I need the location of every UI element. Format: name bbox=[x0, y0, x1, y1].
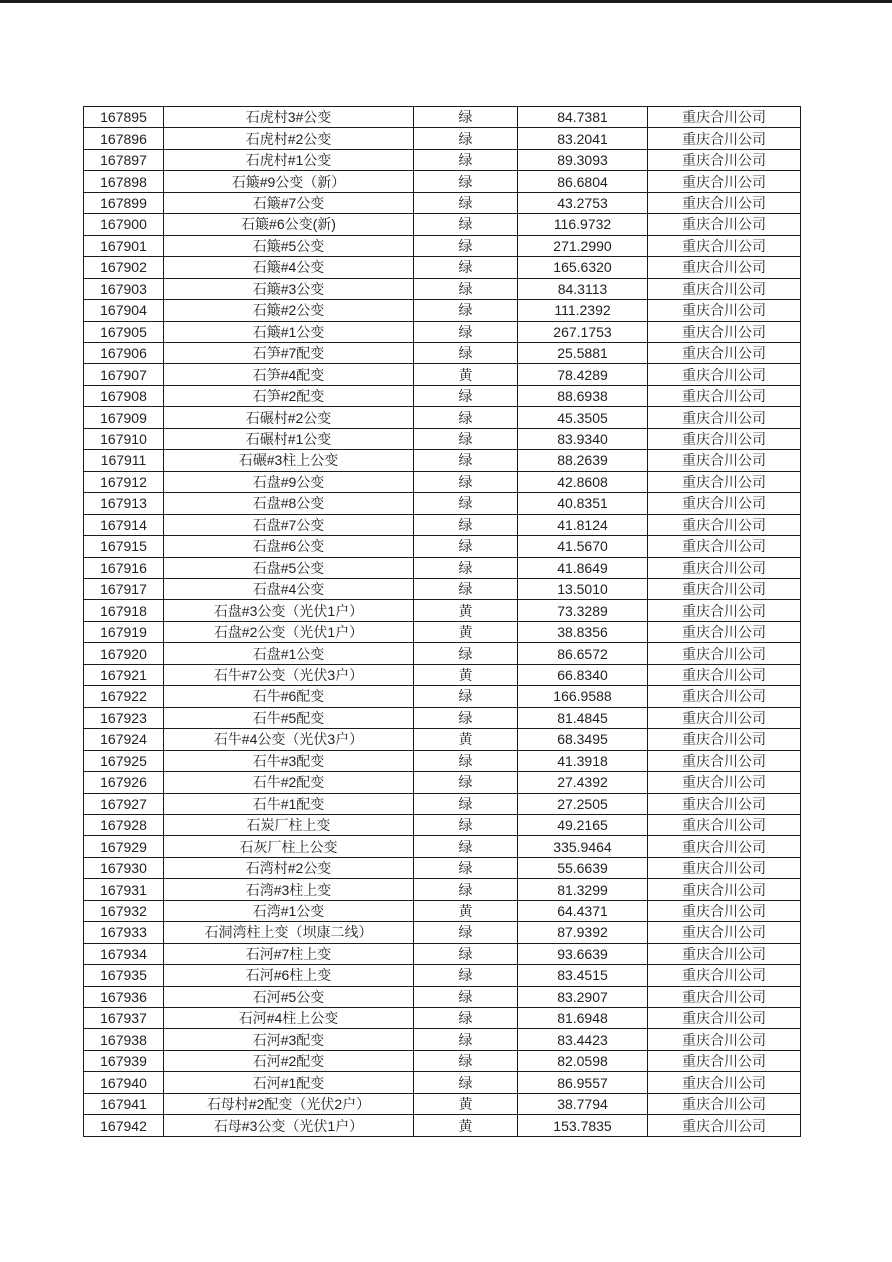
cell-status: 绿 bbox=[414, 1029, 518, 1050]
cell-company: 重庆合川公司 bbox=[648, 385, 801, 406]
cell-name: 石笋#2配变 bbox=[164, 385, 414, 406]
cell-status: 绿 bbox=[414, 1008, 518, 1029]
cell-name: 石河#7柱上变 bbox=[164, 943, 414, 964]
cell-status: 绿 bbox=[414, 493, 518, 514]
cell-company: 重庆合川公司 bbox=[648, 257, 801, 278]
cell-company: 重庆合川公司 bbox=[648, 707, 801, 728]
cell-status: 绿 bbox=[414, 536, 518, 557]
cell-company: 重庆合川公司 bbox=[648, 814, 801, 835]
table-row bbox=[84, 578, 801, 599]
table-row bbox=[84, 278, 801, 299]
cell-value: 42.8608 bbox=[518, 471, 648, 492]
cell-status: 黄 bbox=[414, 621, 518, 642]
cell-value: 49.2165 bbox=[518, 814, 648, 835]
cell-name: 石牛#6配变 bbox=[164, 686, 414, 707]
cell-name: 石盘#7公变 bbox=[164, 514, 414, 535]
cell-value: 165.6320 bbox=[518, 257, 648, 278]
cell-name: 石簸#5公变 bbox=[164, 235, 414, 256]
cell-status: 绿 bbox=[414, 192, 518, 213]
table-row bbox=[84, 450, 801, 471]
cell-company: 重庆合川公司 bbox=[648, 1115, 801, 1136]
cell-status: 绿 bbox=[414, 214, 518, 235]
table-row bbox=[84, 600, 801, 621]
table-row bbox=[84, 943, 801, 964]
cell-id: 167913 bbox=[84, 493, 164, 514]
cell-name: 石牛#5配变 bbox=[164, 707, 414, 728]
table-row bbox=[84, 364, 801, 385]
table-row bbox=[84, 171, 801, 192]
cell-name: 石河#2配变 bbox=[164, 1050, 414, 1071]
cell-status: 绿 bbox=[414, 128, 518, 149]
cell-value: 83.4423 bbox=[518, 1029, 648, 1050]
cell-name: 石母#3公变（光伏1户） bbox=[164, 1115, 414, 1136]
cell-id: 167920 bbox=[84, 643, 164, 664]
cell-id: 167937 bbox=[84, 1008, 164, 1029]
cell-company: 重庆合川公司 bbox=[648, 235, 801, 256]
table-row bbox=[84, 750, 801, 771]
cell-name: 石碾村#1公变 bbox=[164, 428, 414, 449]
cell-status: 绿 bbox=[414, 793, 518, 814]
cell-company: 重庆合川公司 bbox=[648, 1008, 801, 1029]
cell-company: 重庆合川公司 bbox=[648, 621, 801, 642]
table-row bbox=[84, 772, 801, 793]
cell-value: 86.6804 bbox=[518, 171, 648, 192]
cell-company: 重庆合川公司 bbox=[648, 836, 801, 857]
table-row bbox=[84, 1093, 801, 1114]
cell-company: 重庆合川公司 bbox=[648, 1029, 801, 1050]
cell-company: 重庆合川公司 bbox=[648, 471, 801, 492]
table-row bbox=[84, 986, 801, 1007]
table-row bbox=[84, 922, 801, 943]
cell-company: 重庆合川公司 bbox=[648, 686, 801, 707]
cell-company: 重庆合川公司 bbox=[648, 450, 801, 471]
cell-name: 石碾#3柱上公变 bbox=[164, 450, 414, 471]
cell-company: 重庆合川公司 bbox=[648, 664, 801, 685]
cell-status: 绿 bbox=[414, 407, 518, 428]
cell-value: 111.2392 bbox=[518, 300, 648, 321]
cell-name: 石盘#2公变（光伏1户） bbox=[164, 621, 414, 642]
cell-name: 石牛#2配变 bbox=[164, 772, 414, 793]
cell-status: 绿 bbox=[414, 1050, 518, 1071]
cell-value: 166.9588 bbox=[518, 686, 648, 707]
table-row bbox=[84, 1072, 801, 1093]
cell-value: 86.6572 bbox=[518, 643, 648, 664]
cell-company: 重庆合川公司 bbox=[648, 428, 801, 449]
cell-status: 绿 bbox=[414, 578, 518, 599]
cell-name: 石牛#4公变（光伏3户） bbox=[164, 729, 414, 750]
cell-status: 绿 bbox=[414, 814, 518, 835]
cell-id: 167916 bbox=[84, 557, 164, 578]
cell-company: 重庆合川公司 bbox=[648, 772, 801, 793]
cell-id: 167929 bbox=[84, 836, 164, 857]
cell-company: 重庆合川公司 bbox=[648, 965, 801, 986]
table-row bbox=[84, 557, 801, 578]
table-row bbox=[84, 729, 801, 750]
cell-value: 93.6639 bbox=[518, 943, 648, 964]
table-row bbox=[84, 192, 801, 213]
cell-company: 重庆合川公司 bbox=[648, 986, 801, 1007]
cell-name: 石河#3配变 bbox=[164, 1029, 414, 1050]
cell-company: 重庆合川公司 bbox=[648, 149, 801, 170]
cell-company: 重庆合川公司 bbox=[648, 943, 801, 964]
cell-status: 绿 bbox=[414, 300, 518, 321]
cell-name: 石湾#1公变 bbox=[164, 900, 414, 921]
cell-value: 25.5881 bbox=[518, 342, 648, 363]
table-row bbox=[84, 342, 801, 363]
cell-id: 167939 bbox=[84, 1050, 164, 1071]
cell-company: 重庆合川公司 bbox=[648, 1093, 801, 1114]
table-row bbox=[84, 385, 801, 406]
cell-id: 167903 bbox=[84, 278, 164, 299]
table-row bbox=[84, 793, 801, 814]
cell-id: 167923 bbox=[84, 707, 164, 728]
cell-company: 重庆合川公司 bbox=[648, 192, 801, 213]
cell-value: 81.6948 bbox=[518, 1008, 648, 1029]
cell-company: 重庆合川公司 bbox=[648, 300, 801, 321]
cell-id: 167926 bbox=[84, 772, 164, 793]
cell-id: 167924 bbox=[84, 729, 164, 750]
cell-company: 重庆合川公司 bbox=[648, 879, 801, 900]
cell-value: 40.8351 bbox=[518, 493, 648, 514]
cell-id: 167900 bbox=[84, 214, 164, 235]
cell-id: 167901 bbox=[84, 235, 164, 256]
cell-company: 重庆合川公司 bbox=[648, 857, 801, 878]
cell-value: 88.2639 bbox=[518, 450, 648, 471]
cell-name: 石盘#1公变 bbox=[164, 643, 414, 664]
cell-company: 重庆合川公司 bbox=[648, 729, 801, 750]
cell-value: 271.2990 bbox=[518, 235, 648, 256]
cell-id: 167910 bbox=[84, 428, 164, 449]
cell-value: 87.9392 bbox=[518, 922, 648, 943]
cell-id: 167927 bbox=[84, 793, 164, 814]
table-row bbox=[84, 707, 801, 728]
table-row bbox=[84, 149, 801, 170]
cell-id: 167906 bbox=[84, 342, 164, 363]
cell-status: 黄 bbox=[414, 900, 518, 921]
cell-company: 重庆合川公司 bbox=[648, 493, 801, 514]
cell-status: 绿 bbox=[414, 471, 518, 492]
cell-id: 167908 bbox=[84, 385, 164, 406]
table-row bbox=[84, 836, 801, 857]
cell-status: 黄 bbox=[414, 1093, 518, 1114]
cell-id: 167909 bbox=[84, 407, 164, 428]
table-body bbox=[84, 107, 801, 1137]
cell-company: 重庆合川公司 bbox=[648, 128, 801, 149]
cell-status: 绿 bbox=[414, 686, 518, 707]
cell-company: 重庆合川公司 bbox=[648, 1072, 801, 1093]
cell-name: 石簸#4公变 bbox=[164, 257, 414, 278]
cell-name: 石碾村#2公变 bbox=[164, 407, 414, 428]
cell-name: 石盘#6公变 bbox=[164, 536, 414, 557]
cell-name: 石牛#1配变 bbox=[164, 793, 414, 814]
table-row bbox=[84, 536, 801, 557]
cell-id: 167935 bbox=[84, 965, 164, 986]
cell-value: 66.8340 bbox=[518, 664, 648, 685]
table-row bbox=[84, 493, 801, 514]
cell-status: 绿 bbox=[414, 986, 518, 1007]
table-row bbox=[84, 814, 801, 835]
table-row bbox=[84, 257, 801, 278]
cell-value: 73.3289 bbox=[518, 600, 648, 621]
cell-name: 石盘#4公变 bbox=[164, 578, 414, 599]
cell-name: 石母村#2配变（光伏2户） bbox=[164, 1093, 414, 1114]
cell-id: 167925 bbox=[84, 750, 164, 771]
cell-name: 石河#4柱上公变 bbox=[164, 1008, 414, 1029]
cell-status: 黄 bbox=[414, 364, 518, 385]
table-row bbox=[84, 235, 801, 256]
cell-id: 167922 bbox=[84, 686, 164, 707]
cell-id: 167907 bbox=[84, 364, 164, 385]
cell-value: 83.4515 bbox=[518, 965, 648, 986]
cell-value: 45.3505 bbox=[518, 407, 648, 428]
cell-value: 88.6938 bbox=[518, 385, 648, 406]
cell-id: 167930 bbox=[84, 857, 164, 878]
table-row bbox=[84, 428, 801, 449]
cell-id: 167942 bbox=[84, 1115, 164, 1136]
cell-name: 石盘#5公变 bbox=[164, 557, 414, 578]
cell-company: 重庆合川公司 bbox=[648, 578, 801, 599]
cell-value: 83.2041 bbox=[518, 128, 648, 149]
cell-id: 167898 bbox=[84, 171, 164, 192]
cell-name: 石牛#7公变（光伏3户） bbox=[164, 664, 414, 685]
cell-name: 石河#1配变 bbox=[164, 1072, 414, 1093]
cell-name: 石洞湾柱上变（坝康二线） bbox=[164, 922, 414, 943]
cell-id: 167932 bbox=[84, 900, 164, 921]
page-top-edge bbox=[0, 0, 892, 3]
cell-value: 89.3093 bbox=[518, 149, 648, 170]
table-row bbox=[84, 471, 801, 492]
table-row bbox=[84, 128, 801, 149]
cell-company: 重庆合川公司 bbox=[648, 600, 801, 621]
cell-value: 38.8356 bbox=[518, 621, 648, 642]
cell-id: 167895 bbox=[84, 107, 164, 128]
cell-id: 167902 bbox=[84, 257, 164, 278]
cell-value: 83.9340 bbox=[518, 428, 648, 449]
table-row bbox=[84, 879, 801, 900]
table-row bbox=[84, 664, 801, 685]
table-row bbox=[84, 1008, 801, 1029]
cell-company: 重庆合川公司 bbox=[648, 922, 801, 943]
cell-company: 重庆合川公司 bbox=[648, 514, 801, 535]
cell-status: 绿 bbox=[414, 107, 518, 128]
cell-value: 81.4845 bbox=[518, 707, 648, 728]
cell-company: 重庆合川公司 bbox=[648, 900, 801, 921]
cell-value: 267.1753 bbox=[518, 321, 648, 342]
cell-value: 68.3495 bbox=[518, 729, 648, 750]
cell-value: 41.8124 bbox=[518, 514, 648, 535]
cell-id: 167938 bbox=[84, 1029, 164, 1050]
cell-id: 167912 bbox=[84, 471, 164, 492]
cell-status: 黄 bbox=[414, 664, 518, 685]
cell-status: 绿 bbox=[414, 321, 518, 342]
cell-status: 绿 bbox=[414, 385, 518, 406]
cell-value: 82.0598 bbox=[518, 1050, 648, 1071]
cell-id: 167905 bbox=[84, 321, 164, 342]
table-row bbox=[84, 300, 801, 321]
cell-id: 167941 bbox=[84, 1093, 164, 1114]
cell-name: 石盘#8公变 bbox=[164, 493, 414, 514]
cell-name: 石虎村3#公变 bbox=[164, 107, 414, 128]
cell-company: 重庆合川公司 bbox=[648, 171, 801, 192]
cell-company: 重庆合川公司 bbox=[648, 1050, 801, 1071]
cell-status: 黄 bbox=[414, 600, 518, 621]
table-row bbox=[84, 621, 801, 642]
cell-status: 绿 bbox=[414, 171, 518, 192]
cell-name: 石河#6柱上变 bbox=[164, 965, 414, 986]
table-row bbox=[84, 107, 801, 128]
cell-id: 167940 bbox=[84, 1072, 164, 1093]
cell-name: 石笋#7配变 bbox=[164, 342, 414, 363]
cell-name: 石虎村#1公变 bbox=[164, 149, 414, 170]
cell-status: 绿 bbox=[414, 965, 518, 986]
cell-value: 81.3299 bbox=[518, 879, 648, 900]
cell-status: 绿 bbox=[414, 235, 518, 256]
cell-company: 重庆合川公司 bbox=[648, 321, 801, 342]
cell-company: 重庆合川公司 bbox=[648, 643, 801, 664]
table-row bbox=[84, 321, 801, 342]
cell-company: 重庆合川公司 bbox=[648, 364, 801, 385]
cell-status: 绿 bbox=[414, 707, 518, 728]
cell-value: 116.9732 bbox=[518, 214, 648, 235]
cell-id: 167921 bbox=[84, 664, 164, 685]
table-row bbox=[84, 857, 801, 878]
cell-status: 绿 bbox=[414, 1072, 518, 1093]
cell-value: 335.9464 bbox=[518, 836, 648, 857]
cell-status: 绿 bbox=[414, 514, 518, 535]
cell-name: 石盘#3公变（光伏1户） bbox=[164, 600, 414, 621]
cell-id: 167936 bbox=[84, 986, 164, 1007]
table-row bbox=[84, 514, 801, 535]
cell-value: 64.4371 bbox=[518, 900, 648, 921]
cell-status: 绿 bbox=[414, 557, 518, 578]
cell-id: 167897 bbox=[84, 149, 164, 170]
cell-id: 167896 bbox=[84, 128, 164, 149]
cell-value: 43.2753 bbox=[518, 192, 648, 213]
cell-status: 绿 bbox=[414, 922, 518, 943]
cell-company: 重庆合川公司 bbox=[648, 214, 801, 235]
table-row bbox=[84, 1029, 801, 1050]
cell-id: 167917 bbox=[84, 578, 164, 599]
cell-value: 153.7835 bbox=[518, 1115, 648, 1136]
cell-status: 绿 bbox=[414, 342, 518, 363]
cell-value: 38.7794 bbox=[518, 1093, 648, 1114]
cell-name: 石炭厂柱上变 bbox=[164, 814, 414, 835]
cell-value: 84.7381 bbox=[518, 107, 648, 128]
table-row bbox=[84, 214, 801, 235]
cell-name: 石簸#7公变 bbox=[164, 192, 414, 213]
cell-company: 重庆合川公司 bbox=[648, 107, 801, 128]
cell-status: 绿 bbox=[414, 836, 518, 857]
cell-name: 石湾#3柱上变 bbox=[164, 879, 414, 900]
cell-id: 167928 bbox=[84, 814, 164, 835]
cell-name: 石河#5公变 bbox=[164, 986, 414, 1007]
cell-name: 石笋#4配变 bbox=[164, 364, 414, 385]
table-row bbox=[84, 965, 801, 986]
cell-status: 黄 bbox=[414, 1115, 518, 1136]
table-row bbox=[84, 407, 801, 428]
cell-id: 167914 bbox=[84, 514, 164, 535]
cell-status: 黄 bbox=[414, 729, 518, 750]
cell-id: 167911 bbox=[84, 450, 164, 471]
table-row bbox=[84, 1115, 801, 1136]
cell-id: 167934 bbox=[84, 943, 164, 964]
cell-status: 绿 bbox=[414, 643, 518, 664]
cell-id: 167904 bbox=[84, 300, 164, 321]
cell-id: 167933 bbox=[84, 922, 164, 943]
cell-value: 84.3113 bbox=[518, 278, 648, 299]
cell-company: 重庆合川公司 bbox=[648, 536, 801, 557]
cell-value: 27.4392 bbox=[518, 772, 648, 793]
transformer-data-table bbox=[83, 106, 801, 1137]
table-row bbox=[84, 643, 801, 664]
cell-value: 13.5010 bbox=[518, 578, 648, 599]
cell-value: 55.6639 bbox=[518, 857, 648, 878]
cell-company: 重庆合川公司 bbox=[648, 793, 801, 814]
cell-name: 石簸#2公变 bbox=[164, 300, 414, 321]
cell-name: 石盘#9公变 bbox=[164, 471, 414, 492]
cell-status: 绿 bbox=[414, 428, 518, 449]
cell-status: 绿 bbox=[414, 772, 518, 793]
cell-status: 绿 bbox=[414, 943, 518, 964]
cell-status: 绿 bbox=[414, 257, 518, 278]
cell-company: 重庆合川公司 bbox=[648, 557, 801, 578]
cell-status: 绿 bbox=[414, 750, 518, 771]
cell-name: 石簸#1公变 bbox=[164, 321, 414, 342]
cell-id: 167931 bbox=[84, 879, 164, 900]
cell-name: 石簸#6公变(新) bbox=[164, 214, 414, 235]
cell-name: 石牛#3配变 bbox=[164, 750, 414, 771]
cell-name: 石灰厂柱上公变 bbox=[164, 836, 414, 857]
cell-status: 绿 bbox=[414, 879, 518, 900]
cell-id: 167915 bbox=[84, 536, 164, 557]
cell-value: 78.4289 bbox=[518, 364, 648, 385]
cell-value: 41.8649 bbox=[518, 557, 648, 578]
cell-id: 167919 bbox=[84, 621, 164, 642]
cell-status: 绿 bbox=[414, 149, 518, 170]
table-row bbox=[84, 1050, 801, 1071]
cell-value: 41.5670 bbox=[518, 536, 648, 557]
cell-company: 重庆合川公司 bbox=[648, 407, 801, 428]
cell-company: 重庆合川公司 bbox=[648, 750, 801, 771]
cell-status: 绿 bbox=[414, 450, 518, 471]
cell-value: 83.2907 bbox=[518, 986, 648, 1007]
cell-company: 重庆合川公司 bbox=[648, 342, 801, 363]
cell-value: 86.9557 bbox=[518, 1072, 648, 1093]
cell-name: 石簸#3公变 bbox=[164, 278, 414, 299]
table-row bbox=[84, 900, 801, 921]
cell-status: 绿 bbox=[414, 278, 518, 299]
cell-company: 重庆合川公司 bbox=[648, 278, 801, 299]
cell-id: 167899 bbox=[84, 192, 164, 213]
cell-name: 石簸#9公变（新） bbox=[164, 171, 414, 192]
cell-value: 41.3918 bbox=[518, 750, 648, 771]
cell-id: 167918 bbox=[84, 600, 164, 621]
cell-name: 石湾村#2公变 bbox=[164, 857, 414, 878]
table-row bbox=[84, 686, 801, 707]
cell-status: 绿 bbox=[414, 857, 518, 878]
cell-value: 27.2505 bbox=[518, 793, 648, 814]
cell-name: 石虎村#2公变 bbox=[164, 128, 414, 149]
